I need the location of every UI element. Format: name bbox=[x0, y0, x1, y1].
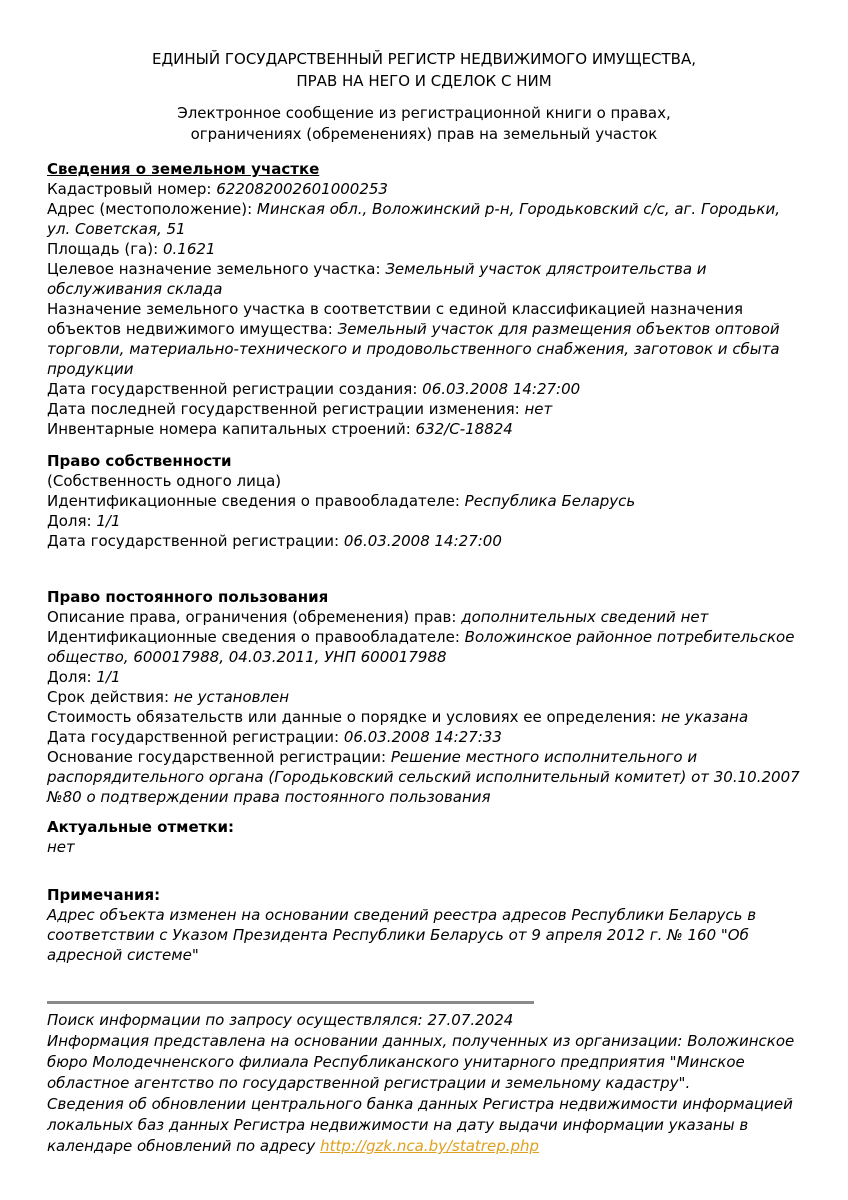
field-label: Целевое назначение земельного участка: bbox=[47, 260, 381, 278]
section-actual-marks bbox=[47, 817, 801, 857]
actual-marks-value: нет bbox=[47, 838, 75, 856]
field-label: Стоимость обязательств или данные о порядке и условиях ее определения: bbox=[47, 708, 657, 726]
field-label: Инвентарные номера капитальных строений: bbox=[47, 420, 411, 438]
field-value: 06.03.2008 14:27:33 bbox=[343, 728, 502, 746]
update-info-line bbox=[47, 1094, 801, 1157]
field-share bbox=[47, 667, 801, 687]
field-label: Дата последней государственной регистрации изменения: bbox=[47, 400, 520, 418]
field-value: дополнительных сведений нет bbox=[461, 608, 709, 626]
field-validity-period bbox=[47, 687, 801, 707]
footer bbox=[47, 1001, 801, 1157]
field-registration-basis bbox=[47, 747, 801, 807]
field-label: Основание государственной регистрации: bbox=[47, 748, 387, 766]
notes-text: Адрес объекта изменен на основании сведений реестра адресов Республики Беларусь в соответствии с Указом Президента Республики Беларусь от 9 апреля 2012 г. № 160 "Об адресной системе" bbox=[47, 906, 757, 964]
field-value: Минская обл., Воложинский р-н, Городьковский с/с, аг. Городьки, ул. Советская, 51 bbox=[47, 200, 780, 238]
subtitle-line-1: Электронное сообщение из регистрационной книги о правах, bbox=[177, 104, 671, 122]
field-value: 1/1 bbox=[96, 512, 121, 530]
document-subtitle bbox=[47, 103, 801, 145]
field-label: Описание права, ограничения (обременения) прав: bbox=[47, 608, 457, 626]
field-value: Решение местного исполнительного и распорядительного органа (Городьковский сельский исполнительный комитет) от 30.10.2007 №80 о подтверждении права постоянного пользования bbox=[47, 748, 800, 806]
field-value: 0.1621 bbox=[162, 240, 216, 258]
title-line-2: ПРАВ НА НЕГО И СДЕЛОК С НИМ bbox=[296, 72, 552, 90]
section-permanent-use bbox=[47, 587, 801, 807]
field-share bbox=[47, 511, 801, 531]
field-label: Дата государственной регистрации: bbox=[47, 728, 340, 746]
field-value: Земельный участок для размещения объектов оптовой торговли, материально-технического и продовольственного снабжения, заготовок и сбыта продукции bbox=[47, 320, 780, 378]
update-info-text: Сведения об обновлении центрального банка данных Регистра недвижимости информацией локальных баз данных Регистра недвижимости на дату выдачи информации указаны в календаре обновлений по адресу bbox=[47, 1095, 793, 1155]
field-classification-purpose bbox=[47, 299, 801, 379]
field-rightholder bbox=[47, 627, 801, 667]
section-land-plot bbox=[47, 159, 801, 439]
field-label: Срок действия: bbox=[47, 688, 169, 706]
field-value: Земельный участок длястроительства и обслуживания склада bbox=[47, 260, 707, 298]
field-purpose bbox=[47, 259, 801, 299]
field-label: Дата государственной регистрации создания: bbox=[47, 380, 418, 398]
field-value: Воложинское районное потребительское общество, 600017988, 04.03.2011, УНП 600017988 bbox=[47, 628, 795, 666]
field-value: 1/1 bbox=[96, 668, 121, 686]
field-label: Назначение земельного участка в соответствии с единой классификацией назначения объектов недвижимого имущества: bbox=[47, 300, 743, 338]
search-date-value: 27.07.2024 bbox=[427, 1011, 514, 1029]
field-area bbox=[47, 239, 801, 259]
field-label: Кадастровый номер: bbox=[47, 180, 212, 198]
field-value: 06.03.2008 14:27:00 bbox=[343, 532, 502, 550]
field-value: не установлен bbox=[173, 688, 290, 706]
search-date-line bbox=[47, 1010, 801, 1031]
field-inventory-numbers bbox=[47, 419, 801, 439]
field-label: Адрес (местоположение): bbox=[47, 200, 253, 218]
field-value: 622082002601000253 bbox=[216, 180, 388, 198]
field-label: Дата государственной регистрации: bbox=[47, 532, 340, 550]
field-right-description bbox=[47, 607, 801, 627]
field-cadastral-number bbox=[47, 179, 801, 199]
field-label: Доля: bbox=[47, 668, 92, 686]
field-last-change-date bbox=[47, 399, 801, 419]
field-value: не указана bbox=[661, 708, 749, 726]
ownership-subheading: (Собственность одного лица) bbox=[47, 472, 282, 490]
statrep-link[interactable]: http://gzk.nca.by/statrep.php bbox=[320, 1137, 540, 1155]
section-ownership bbox=[47, 451, 801, 551]
field-address bbox=[47, 199, 801, 239]
data-source-line: Информация представлена на основании данных, полученных из организации: Воложинское бюро Молодечненского филиала Республиканского унитарного предприятия "Минское областное агентство по государственной регистрации и земельному кадастру". bbox=[47, 1032, 795, 1092]
document-title bbox=[47, 48, 801, 92]
field-registration-date bbox=[47, 531, 801, 551]
ownership-heading: Право собственности bbox=[47, 452, 232, 470]
field-obligation-cost bbox=[47, 707, 801, 727]
field-value: 632/С-18824 bbox=[415, 420, 513, 438]
field-rightholder bbox=[47, 491, 801, 511]
land-plot-heading: Сведения о земельном участке bbox=[47, 160, 320, 178]
notes-heading: Примечания: bbox=[47, 886, 161, 904]
field-value: 06.03.2008 14:27:00 bbox=[422, 380, 581, 398]
actual-marks-heading: Актуальные отметки: bbox=[47, 818, 234, 836]
field-label: Идентификационные сведения о правообладателе: bbox=[47, 628, 460, 646]
field-value: нет bbox=[524, 400, 553, 418]
permanent-use-heading: Право постоянного пользования bbox=[47, 588, 329, 606]
document-header bbox=[47, 48, 801, 145]
field-label: Площадь (га): bbox=[47, 240, 159, 258]
subtitle-line-2: ограничениях (обременениях) прав на земельный участок bbox=[190, 125, 658, 143]
field-label: Идентификационные сведения о правообладателе: bbox=[47, 492, 460, 510]
field-creation-date bbox=[47, 379, 801, 399]
section-notes bbox=[47, 885, 801, 965]
field-registration-date bbox=[47, 727, 801, 747]
divider-line bbox=[47, 1001, 534, 1004]
field-value: Республика Беларусь bbox=[464, 492, 636, 510]
search-date-label: Поиск информации по запросу осуществлялся: bbox=[47, 1011, 423, 1029]
field-label: Доля: bbox=[47, 512, 92, 530]
title-line-1: ЕДИНЫЙ ГОСУДАРСТВЕННЫЙ РЕГИСТР НЕДВИЖИМОГО ИМУЩЕСТВА, bbox=[151, 50, 697, 68]
